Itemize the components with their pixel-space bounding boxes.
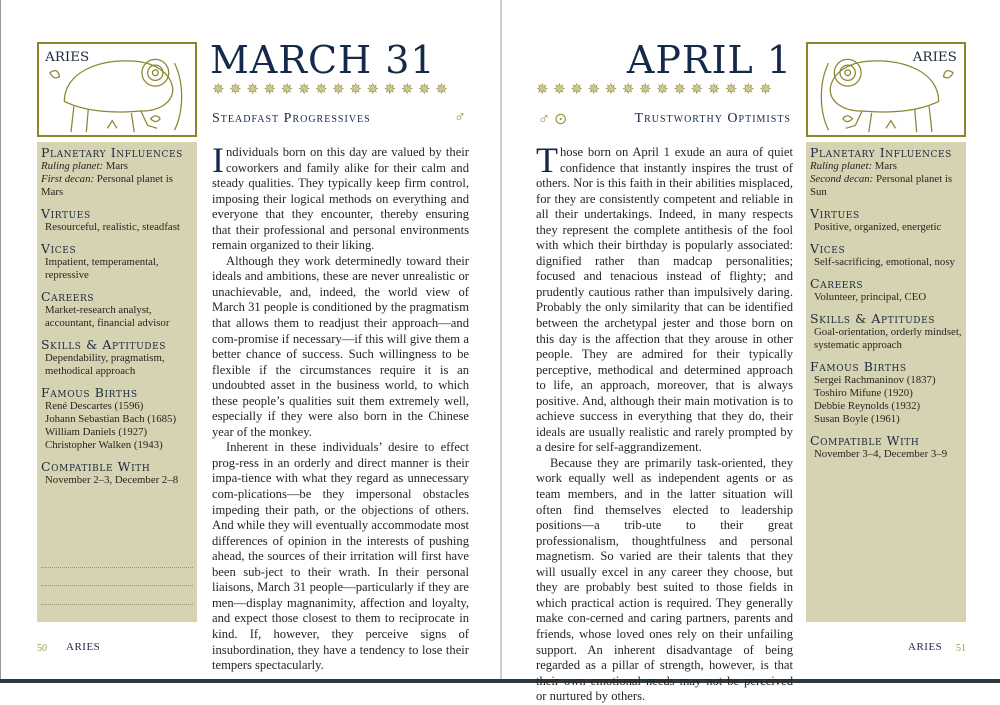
aries-label: ARIES: [45, 50, 90, 66]
ruling-label: Ruling planet:: [41, 160, 104, 172]
ruling-value: Mars: [103, 160, 128, 172]
drop-cap: T: [536, 140, 558, 180]
compatible-heading: Compatible With: [41, 459, 151, 474]
body-text: [212, 140, 469, 674]
mars-symbol-icon: ♂: [454, 109, 466, 126]
ruling-value: Mars: [872, 160, 897, 172]
birth-item: Toshiro Mifune (1920): [814, 387, 913, 399]
virtues-text: Resourceful, realistic, steadfast: [45, 221, 180, 233]
vices-heading: Vices: [810, 241, 846, 256]
birth-item: Christopher Walken (1943): [45, 439, 163, 451]
page-subtitle: Trustworthy Optimists: [634, 111, 791, 126]
aries-ram-illustration: [806, 42, 966, 137]
virtues-heading: Virtues: [810, 206, 860, 221]
dotted-line: [41, 567, 193, 568]
decan-value: Personal planet is Mars: [41, 173, 173, 198]
birth-item: René Descartes (1596): [45, 400, 144, 412]
compatible-text: November 2–3, December 2–8: [45, 474, 179, 486]
sidebar-facts: [806, 142, 966, 622]
page-title: MARCH 31: [210, 38, 436, 82]
sidebar-facts: [37, 142, 197, 622]
skills-heading: Skills & Aptitudes: [41, 337, 167, 352]
drop-cap: I: [212, 140, 224, 180]
virtues-text: Positive, organized, energetic: [814, 221, 942, 233]
planetary-heading: Planetary Influences: [41, 145, 183, 160]
skills-text: Goal-orientation, orderly mindset, systematic approach: [814, 326, 962, 351]
careers-heading: Careers: [810, 276, 864, 291]
vices-heading: Vices: [41, 241, 77, 256]
aries-label: ARIES: [912, 50, 957, 66]
paragraph: Although they work determinedly toward their ideals and ambitions, these are never unrealistic or unachievable, and, indeed, the world view of March 31 people is conditioned by the pragmatism that allows them to readjust their approach—and com-promise if necessary—if this will give them a better chance of success. Such willingness to be flexible if the circumstances require it is an undoubted asset in the business world, to which these people’s qualities suit them extremely well, especially if they were also born in the Chinese year of the monkey.: [212, 253, 469, 439]
paragraph: ndividuals born on this day are valued by their coworkers and family alike for their calm and steady qualities. They typically keep firm control, imposing their logical methods on everything and everyone that they encounter, thereby ensuring that their professional and personal environments remain organized to their liking.: [212, 145, 469, 253]
viewer-bottom-bar: [0, 679, 1000, 683]
star-divider: ✵✵✵✵✵✵✵✵✵✵✵✵✵✵: [536, 82, 777, 98]
compatible-heading: Compatible With: [810, 433, 920, 448]
dotted-line: [41, 604, 193, 605]
planetary-heading: Planetary Influences: [810, 145, 952, 160]
page-subtitle: Steadfast Progressives: [212, 111, 371, 126]
virtues-heading: Virtues: [41, 206, 91, 221]
decan-label: Second decan:: [810, 173, 874, 185]
page-number: 51: [956, 643, 966, 654]
book-gutter: [500, 0, 502, 680]
mars-sun-symbols-icon: ♂ ⊙: [538, 111, 568, 128]
paragraph: Because they are primarily task-oriented, they work equally well as independent agents or as team members, and in the latter situation will often find themselves elected to leadership positions—a trib-ute to their great professionalism, thoughtfulness and personal magnetism. So varied are their talents that they will usually excel in any career they choose, but they are probably best suited to those fields in which practical action is required. They generally make con-cerned and caring partners, parents and friends, whose loved ones rely on their unfailing support. An inherent disadvantage of being regarded as a pillar of strength, however, is that their own emotional needs may not be perceived or nurtured by others.: [536, 455, 793, 704]
running-head: ARIES: [908, 641, 943, 653]
vices-text: Self-sacrificing, emotional, nosy: [814, 256, 955, 268]
careers-heading: Careers: [41, 289, 95, 304]
compatible-text: November 3–4, December 3–9: [814, 448, 948, 460]
birth-item: Susan Boyle (1961): [814, 413, 900, 425]
births-heading: Famous Births: [810, 359, 907, 374]
skills-text: Dependability, pragmatism, methodical approach: [45, 352, 165, 377]
birth-item: Johann Sebastian Bach (1685): [45, 413, 177, 425]
page-edge: [0, 0, 1, 680]
paragraph: hose born on April 1 exude an aura of quiet confidence that instantly inspires the trust of others. Nor is this faith in their abilities misplaced, for they are consistently competent and reliable in all their undertakings. Indeed, in many respects they represent the complete antithesis of the fool with which their birthday is popularly associated: dignified rather than madcap personalities; focused and tenacious instead of flighty; and prudently cautious rather than impulsively daring. Probably the only similarity that can be identified between the archetypal jester and those born on this day is the affection that they arouse in other people. They are admired for their typically perceptive, methodical and determined approach to life, an approach, moreover, that is always positive. And, although their main motivation is to achieve success in everything that they do, their ideals are usually realistic and rarely prompted by a desire for self-aggrandizement.: [536, 145, 793, 455]
dotted-line: [41, 585, 193, 586]
page-number: 50: [37, 643, 47, 654]
birth-item: Debbie Reynolds (1932): [814, 400, 921, 412]
birth-item: William Daniels (1927): [45, 426, 148, 438]
ruling-label: Ruling planet:: [810, 160, 873, 172]
body-text: [536, 140, 793, 705]
page-title: APRIL 1: [626, 38, 792, 82]
decan-value: Personal planet is Sun: [810, 173, 953, 198]
decan-label: First decan:: [41, 173, 95, 185]
aries-ram-illustration: [37, 42, 197, 137]
vices-text: Impatient, temperamental, repressive: [45, 256, 159, 281]
birth-item: Sergei Rachmaninov (1837): [814, 374, 936, 386]
births-heading: Famous Births: [41, 385, 138, 400]
careers-text: Market-research analyst, accountant, financial advisor: [45, 304, 170, 329]
careers-text: Volunteer, principal, CEO: [814, 291, 927, 303]
star-divider: ✵✵✵✵✵✵✵✵✵✵✵✵✵✵: [212, 82, 453, 98]
skills-heading: Skills & Aptitudes: [810, 311, 936, 326]
running-head: ARIES: [66, 641, 101, 653]
paragraph: Inherent in these individuals’ desire to effect prog-ress in an orderly and direct manner is their impa-tience with what they regard as unnecessary com-plications—be they impersonal obstacles impeding their path, or the objections of others. And while they will eventually accommodate most differences of opinion in the interests of pushing ahead, the sources of their irritation will first have been sub-ject to their wrath. In their personal liaisons, March 31 people—particularly if they are men—display magnanimity, affection and loyalty, and expect those closest to them to reciprocate in kind. If, however, they perceive signs of insubordination, they have a tendency to lose their tempers spectacularly.: [212, 440, 469, 673]
